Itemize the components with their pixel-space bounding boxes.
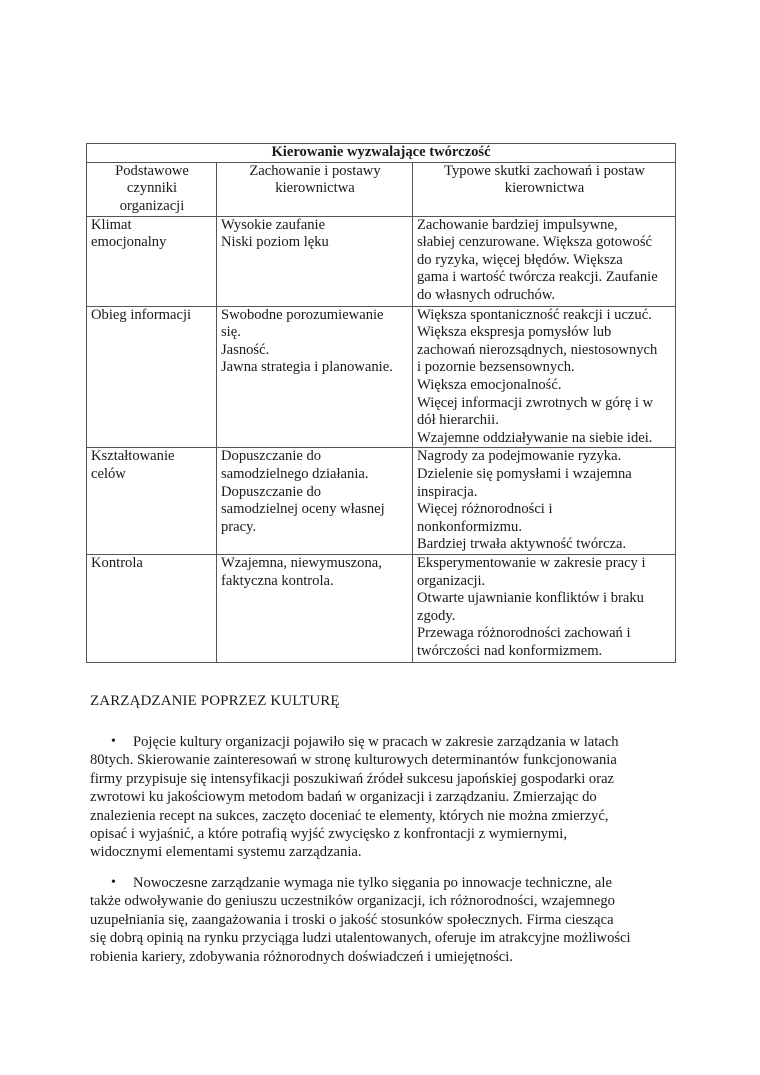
table-row [87, 554, 676, 662]
behavior-cell: Dopuszczanie do samodzielnego działania. Dopuszczanie do samodzielnej oceny własnej pracy. [217, 448, 413, 555]
factor-cell: Kształtowanie celów [87, 448, 217, 555]
bullet-icon: • [111, 734, 116, 749]
bullet-paragraph: • Nowoczesne zarządzanie wymaga nie tylko sięgania po innowacje techniczne, ale także odwoływanie do geniuszu uczestników organizacji, ich różnorodności, wzajemnego uzupełniania się, zaangażowania i troski o jakość stosunków społecznych. Firma ciesząca się dobrą opinią na rynku przyciąga ludzi utalentowanych, oferuje im atrakcyjne możliwości robienia kariery, zdobywania różnorodnych doświadczeń i umiejętności. [90, 875, 631, 965]
behavior-cell: Swobodne porozumiewanie się. Jasność. Jawna strategia i planowanie. [217, 306, 413, 448]
factor-cell: Kontrola [87, 554, 217, 662]
table-title-row [87, 144, 676, 163]
column-header-factors: Podstawowe czynniki organizacji [87, 162, 217, 216]
effects-cell: Większa spontaniczność reakcji i uczuć. Większa ekspresja pomysłów lub zachowań nierozsądnych, niestosownych i pozornie bezsensownych. Większa emocjonalność. Więcej informacji zwrotnych w górę i w dół hierarchii. Wzajemne oddziaływanie na siebie idei. [413, 306, 676, 448]
effects-cell: Zachowanie bardziej impulsywne, słabiej cenzurowane. Większa gotowość do ryzyka, więcej błędów. Większa gama i wartość twórcza reakcji. Zaufanie do własnych odruchów. [413, 216, 676, 306]
effects-cell: Nagrody za podejmowanie ryzyka. Dzielenie się pomysłami i wzajemna inspiracja. Więcej różnorodności i nonkonformizmu. Bardziej trwała aktywność twórcza. [413, 448, 676, 555]
section-heading: ZARZĄDZANIE POPRZEZ KULTURĘ [90, 693, 340, 709]
effects-cell: Eksperymentowanie w zakresie pracy i organizacji. Otwarte ujawnianie konfliktów i braku zgody. Przewaga różnorodności zachowań i twórczości nad konformizmem. [413, 554, 676, 662]
table-title: Kierowanie wyzwalające twórczość [87, 144, 676, 163]
factor-cell: Obieg informacji [87, 306, 217, 448]
creative-management-table [86, 143, 676, 663]
behavior-cell: Wzajemna, niewymuszona, faktyczna kontrola. [217, 554, 413, 662]
column-header-effects: Typowe skutki zachowań i postaw kierownictwa [413, 162, 676, 216]
table-row [87, 306, 676, 448]
table-row [87, 448, 676, 555]
table-row [87, 216, 676, 306]
bullet-icon: • [111, 875, 116, 890]
bullet-paragraph: • Pojęcie kultury organizacji pojawiło się w pracach w zakresie zarządzania w latach 80tych. Skierowanie zainteresowań w stronę kulturowych determinantów funkcjonowania firmy przypisuje się intensyfikacji poszukiwań źródeł sukcesu japońskiej gospodarki oraz zwrotowi ku jakościowym metodom badań w organizacji i zarządzaniu. Zmierzając do znalezienia recept na sukces, zaczęto doceniać te elementy, których nie można zmierzyć, opisać i wyjaśnić, a które potrafią wyjść zwycięsko z konfrontacji z wymiernymi, widocznymi elementami systemu zarządzania. [90, 734, 619, 861]
table-header-row [87, 162, 676, 216]
factor-cell: Klimat emocjonalny [87, 216, 217, 306]
column-header-behavior: Zachowanie i postawy kierownictwa [217, 162, 413, 216]
behavior-cell: Wysokie zaufanie Niski poziom lęku [217, 216, 413, 306]
